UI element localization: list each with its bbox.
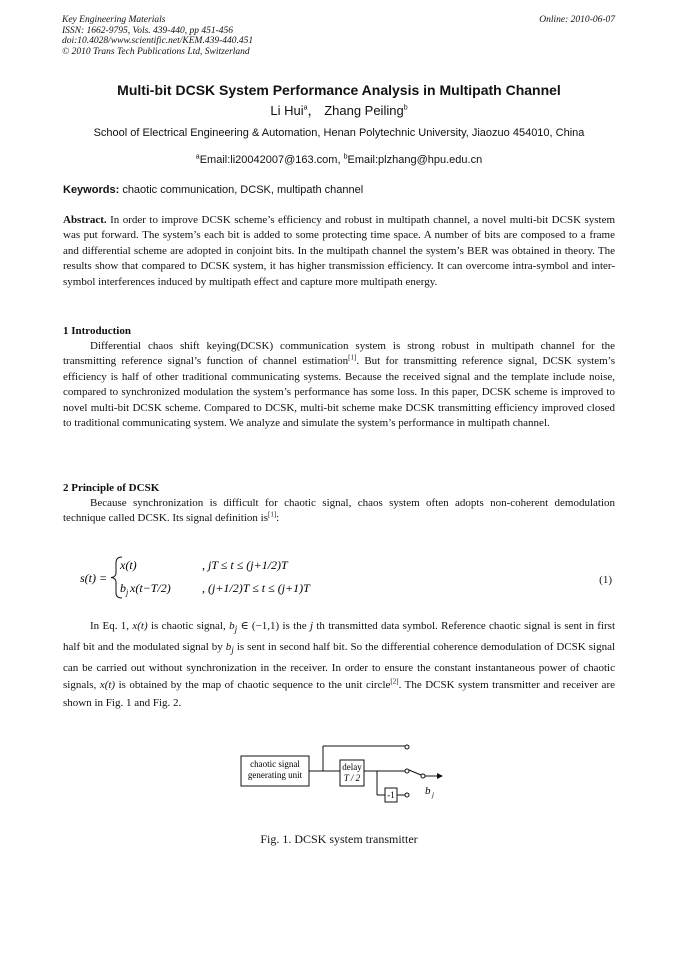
principle-text-b: :: [276, 512, 280, 525]
journal-doi: doi:10.4028/www.scientific.net/KEM.439-440.451: [62, 36, 254, 46]
output-arrow-icon: [437, 773, 443, 779]
p2-text-b: is chaotic signal,: [150, 620, 226, 632]
p2-bj2: b: [225, 640, 232, 653]
authors: [0, 100, 678, 119]
inverter-label: -1: [387, 790, 395, 800]
eq-case-1: x(t): [120, 558, 137, 572]
transmitter-diagram: [237, 738, 447, 808]
p2-text-g: . The DCSK system transmitter and receiver are shown in Fig. 1 and Fig. 2.: [63, 679, 615, 709]
p2-text-e: is sent in second half bit. So the differential coherence demodulation of DCSK signal can be carried out without synchronization in the receiver. In order to ensure the constant instantaneous power of chaotic signals,: [63, 640, 616, 692]
abstract-text: In order to improve DCSK scheme’s efficiency and robust in multipath channel, a novel multi-bit DCSK system was put forward. The system’s each bit is added to some protecting time space. A number of bits are composed to a frame and differential scheme are adopted in conjoint bits. In the multipath channel the system’s BER was obtained in theory. The results show that compared to DCSK system, it has higher transmission efficiency. It can overcome intra-symbol and inter-symbol interferences induced by multipath effect and capture more multipath energy.: [63, 214, 616, 288]
p2-text-f: is obtained by the map of chaotic sequence to the unit circle: [118, 679, 391, 692]
abstract: [63, 213, 615, 290]
email-b-sup: b: [343, 153, 348, 161]
switch-bottom-contact: [405, 793, 409, 797]
paper-title: Multi-bit DCSK System Performance Analysis in Multipath Channel: [117, 82, 561, 98]
eq-case-1-cond: , jT ≤ t ≤ (j+1/2)T: [202, 558, 288, 572]
author-2-sup: b: [403, 104, 408, 112]
email-a: Email:li20042007@163.com,: [199, 154, 341, 166]
affiliation: School of Electrical Engineering & Automation, Henan Polytechnic University, Jiaozuo 454010, China: [93, 127, 585, 139]
keywords: [63, 184, 363, 196]
switch-arm: [409, 770, 421, 775]
principle-text-a: Because synchronization is difficult for chaotic signal, chaos system often adopts non-coherent demodulation technique called DCSK. Its signal definition is: [63, 497, 615, 525]
figure-caption: Fig. 1. DCSK system transmitter: [260, 832, 418, 846]
email-a-sup: a: [195, 153, 200, 161]
author-2: Zhang Peiling: [324, 103, 404, 118]
citation-2: [2]: [390, 677, 399, 686]
intro-text-a: Differential chaos shift keying(DCSK) communication system is strong robust in multipath channel for the transmitting reference signal’s function of channel estimation: [63, 340, 615, 368]
journal-info: [62, 15, 253, 57]
abstract-label: Abstract.: [63, 214, 107, 226]
keywords-label: Keywords:: [63, 184, 120, 196]
intro-heading: 1 Introduction: [63, 325, 131, 337]
journal-issn: ISSN: 1662-9795, Vols. 439-440, pp 451-456: [62, 25, 233, 36]
generator-label-2: generating unit: [247, 770, 303, 780]
bj-sub-label: j: [432, 791, 434, 799]
emails: [0, 154, 678, 166]
bj-label: b: [425, 785, 431, 797]
intro-text-b: . But for transmitting reference signal, DCSK system’s efficiency is half of other traditional communicating systems. Because the received signal and the template include noise, compared to synchronized modulation the system’s performance has some loss. In this paper, DCSK scheme is improved to novel multi-bit DCSK scheme. Compared to DCSK, multi-bit scheme make DCSK transmitting efficiency improved closed to traditional communicating system. We analyze and simulate the system’s performance in multipath channel.: [63, 355, 616, 430]
p2-bj-sub: j: [234, 624, 238, 635]
p2-bj: b: [229, 620, 235, 632]
switch-mid-contact: [405, 769, 409, 773]
p2-text-a: In Eq. 1,: [90, 620, 130, 632]
journal-name: Key Engineering Materials: [62, 15, 166, 25]
eq-case-2-b: b: [120, 581, 126, 595]
p2-text-d: th transmitted data symbol. Reference chaotic signal is sent in first half bit and the modulated signal by: [63, 620, 616, 653]
journal-copyright: © 2010 Trans Tech Publications Ltd, Switzerland: [62, 46, 250, 57]
equation-1: [60, 555, 618, 600]
author-1-sup: a: [303, 104, 308, 112]
switch-top-contact: [405, 745, 409, 749]
p2-x: x(t): [132, 620, 148, 632]
delay-label-2: T / 2: [343, 773, 361, 783]
intro-paragraph: [63, 339, 615, 431]
online-date: Online: 2010-06-07: [539, 15, 615, 25]
p2-text-c: ∈ (−1,1) is the: [240, 620, 307, 632]
eq-case-2-rest: x(t−T/2): [130, 581, 171, 595]
delay-label-1: delay: [342, 762, 362, 772]
author-1: Li Hui: [270, 103, 304, 118]
equation-number: (1): [599, 574, 612, 586]
principle-heading: 2 Principle of DCSK: [63, 482, 160, 494]
generator-label-1: chaotic signal: [250, 759, 300, 769]
citation-1: [1]: [348, 353, 357, 362]
author-separator: ，: [307, 103, 321, 118]
keywords-text: chaotic communication, DCSK, multipath channel: [122, 184, 364, 196]
eq-case-2-cond: , (j+1/2)T ≤ t ≤ (j+1)T: [202, 581, 310, 595]
switch-pivot: [421, 774, 425, 778]
p2-x2: x(t): [99, 679, 116, 692]
p2-j: j: [309, 620, 313, 632]
eq-case-2-sub: j: [126, 588, 129, 597]
eq-lhs: s(t) =: [80, 571, 108, 585]
principle-paragraph-2: [63, 618, 615, 712]
p2-bj2-sub: j: [231, 644, 234, 655]
principle-paragraph-1: [63, 496, 615, 527]
email-b: Email:plzhang@hpu.edu.cn: [347, 154, 483, 166]
citation-1b: [1]: [268, 510, 277, 519]
